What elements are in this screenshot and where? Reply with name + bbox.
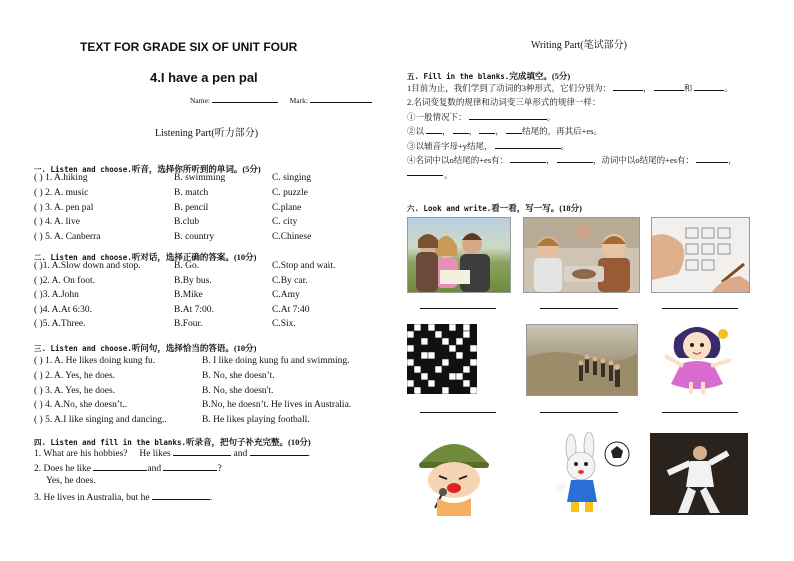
blank-5-1c[interactable] (694, 81, 724, 91)
section-1-heading: 一. Listen and choose.听音，选择你所听到的单词。(5分) (34, 164, 261, 174)
crossword-black-cell (456, 331, 463, 338)
sec1_rows-row (34, 188, 384, 200)
answer-line-2[interactable] (540, 308, 618, 309)
blank-5-c4c[interactable] (696, 153, 728, 163)
crossword-black-cell (407, 324, 414, 331)
hiking-group-illustration (527, 325, 637, 395)
question-option-a: ( ) 4. A.No, she doesn’t.. (34, 400, 128, 411)
crossword-black-cell (435, 352, 442, 359)
sec3_rows-row (34, 356, 384, 368)
crossword-grid (407, 324, 477, 394)
crossword-white-cell (414, 366, 421, 373)
section-5-heading: 五. Fill in the blanks.完成填空。(5分) (407, 71, 571, 81)
dancing-girl-illustration (655, 320, 739, 396)
crossword-black-cell (470, 324, 477, 331)
crossword-black-cell (407, 338, 414, 345)
answer-line-5[interactable] (540, 412, 618, 413)
blank-5-c2b[interactable] (453, 124, 469, 134)
question-option-a: ( )1. A.Slow down and stop. (34, 261, 141, 271)
sec3_rows-row (34, 386, 384, 398)
crossword-black-cell (456, 324, 463, 331)
option-b: B. No, she doesn’t. (202, 370, 275, 381)
crossword-white-cell (421, 373, 428, 380)
crossword-black-cell (470, 352, 477, 359)
question-option-a: ( ) 3. A. pen pal (34, 202, 94, 213)
blank-5-c4b[interactable] (557, 153, 593, 163)
sec2_rows-row (34, 319, 384, 331)
option-b: B.Four. (174, 319, 203, 330)
sec2_rows-row (34, 261, 384, 273)
crossword-white-cell (442, 359, 449, 366)
option-b: B. I like doing kung fu and swimming. (202, 356, 350, 366)
kung-fu-master-photo (650, 433, 748, 515)
option-c: C.Amy (272, 290, 300, 301)
crossword-black-cell (421, 324, 428, 331)
option-b: B.At 7:00. (174, 304, 214, 315)
sec1_rows-row (34, 232, 384, 244)
crossword-black-cell (421, 380, 428, 387)
crossword-black-cell (435, 338, 442, 345)
question-option-a: ( ) 5. A. Canberra (34, 232, 101, 243)
lesson-title: 4.I have a pen pal (150, 70, 258, 85)
crossword-black-cell (470, 331, 477, 338)
option-b: B. He likes playing football. (202, 415, 310, 426)
blank-5-c1[interactable] (469, 110, 547, 120)
crossword-black-cell (414, 359, 421, 366)
option-c: C.By car. (272, 275, 308, 286)
crossword-black-cell (449, 338, 456, 345)
sec3_rows-row (34, 400, 384, 412)
boys-cooking-photo (523, 217, 640, 293)
crossword-white-cell (407, 345, 414, 352)
question-option-a: ( ) 4. A. live (34, 217, 80, 228)
option-b: B. match (174, 187, 209, 198)
blank-5-1b[interactable] (654, 81, 684, 91)
crossword-black-cell (414, 345, 421, 352)
crossword-black-cell (470, 380, 477, 387)
sec5-case-4: ④名词中以o结尾的+es有： ， ，动词中以o结尾的+es有： ， (407, 155, 737, 165)
answer-line-1[interactable] (420, 308, 496, 309)
question-option-a: ( ) 1. A. He likes doing kung fu. (34, 356, 156, 366)
crossword-black-cell (449, 387, 456, 394)
crossword-black-cell (435, 387, 442, 394)
crossword-black-cell (449, 380, 456, 387)
crossword-black-cell (407, 352, 414, 359)
crossword-black-cell (421, 359, 428, 366)
crossword-white-cell (442, 338, 449, 345)
blank-1a[interactable] (173, 446, 231, 456)
crossword-white-cell (435, 331, 442, 338)
crossword-black-cell (470, 373, 477, 380)
crossword-black-cell (428, 331, 435, 338)
crossword-white-cell (407, 359, 414, 366)
crossword-black-cell (442, 373, 449, 380)
crossword-black-cell (442, 380, 449, 387)
football-rabbit-illustration (549, 432, 633, 516)
crossword-black-cell (428, 387, 435, 394)
crossword-white-cell (414, 324, 421, 331)
blank-5-c2d[interactable] (506, 124, 522, 134)
option-c: C. puzzle (272, 187, 308, 198)
blank-5-c4a[interactable] (510, 153, 546, 163)
crossword-black-cell (463, 345, 470, 352)
writing-heading: Writing Part(笔试部分) (531, 40, 627, 51)
blank-5-c2a[interactable] (426, 124, 442, 134)
section-3-heading: 三. Listen and choose.听问句，选择恰当的答语。(10分) (34, 343, 257, 353)
crossword-white-cell (449, 324, 456, 331)
name-field[interactable] (212, 95, 278, 103)
crossword-white-cell (407, 380, 414, 387)
crossword-black-cell (421, 366, 428, 373)
crossword-white-cell (463, 380, 470, 387)
crossword-white-cell (449, 345, 456, 352)
answer-line-6[interactable] (662, 412, 738, 413)
option-c: C.plane (272, 202, 302, 213)
option-c: C. city (272, 217, 298, 228)
crossword-white-cell (456, 352, 463, 359)
mark-field[interactable] (310, 95, 372, 103)
crossword-black-cell (442, 352, 449, 359)
singing-boy-illustration (407, 432, 501, 516)
crossword-black-cell (456, 380, 463, 387)
question-option-a: ( ) 3. A. Yes, he does. (34, 385, 116, 396)
listening-heading: Listening Part(听力部分) (155, 128, 259, 139)
crossword-black-cell (463, 352, 470, 359)
crossword-white-cell (421, 338, 428, 345)
crossword-white-cell (421, 352, 428, 359)
crossword-white-cell (428, 324, 435, 331)
crossword-black-cell (435, 324, 442, 331)
blank-1b[interactable] (250, 446, 308, 456)
hiking-group-photo (526, 324, 638, 396)
blank-5-c4d[interactable] (407, 168, 443, 176)
sec2_rows-row (34, 290, 384, 302)
crossword-black-cell (449, 331, 456, 338)
sec1_rows-row (34, 173, 384, 185)
crossword-black-cell (428, 345, 435, 352)
crossword-black-cell (442, 366, 449, 373)
blank-2b[interactable] (163, 461, 217, 471)
crossword-black-cell (428, 338, 435, 345)
fill-line-3: 3. He lives in Australia, but he . (34, 490, 212, 503)
crossword-black-cell (435, 373, 442, 380)
option-b: B. pencil (174, 202, 209, 213)
crossword-black-cell (435, 345, 442, 352)
blank-5-c2c[interactable] (479, 124, 495, 134)
crossword-black-cell (414, 352, 421, 359)
crossword-black-cell (449, 366, 456, 373)
sec5-case-3: ③以辅音字母+y结尾， 。 (407, 141, 570, 151)
blank-2a[interactable] (93, 461, 147, 471)
question-option-a: ( ) 1. A.hiking (34, 173, 88, 183)
cartoon-football-rabbit (549, 432, 633, 516)
sec2_rows-row (34, 276, 384, 288)
option-b: B. Go. (174, 261, 200, 271)
writing-hand-illustration (652, 218, 749, 292)
question-option-a: ( )5. A.Three. (34, 319, 86, 330)
writing-hand-photo (651, 217, 750, 293)
crossword-black-cell (428, 366, 435, 373)
crossword-white-cell (428, 352, 435, 359)
option-b: B. No, she doesn't. (202, 385, 274, 396)
option-c: C.Chinese (272, 232, 312, 243)
crossword-black-cell (414, 338, 421, 345)
question-option-a: ( )3. A.John (34, 290, 79, 301)
crossword-white-cell (456, 338, 463, 345)
name-label: Name: (190, 96, 210, 105)
question-option-a: ( )2. A. On foot. (34, 275, 95, 286)
crossword-white-cell (442, 387, 449, 394)
crossword-black-cell (414, 380, 421, 387)
cartoon-singing-boy (407, 432, 501, 516)
crossword-black-cell (428, 359, 435, 366)
sec2_rows-row (34, 305, 384, 317)
option-b: B.club (174, 217, 200, 228)
question-option-a: ( )4. A.At 6:30. (34, 304, 93, 315)
crossword-black-cell (449, 359, 456, 366)
crossword-black-cell (421, 387, 428, 394)
crossword-puzzle-image (407, 324, 477, 394)
crossword-black-cell (463, 373, 470, 380)
crossword-black-cell (442, 331, 449, 338)
crossword-white-cell (435, 366, 442, 373)
sec3_rows-row (34, 371, 384, 383)
option-b: B. country (174, 232, 215, 243)
crossword-white-cell (463, 324, 470, 331)
fill-line-2: 2. Does he like and ? (34, 461, 222, 474)
family-reading-illustration (408, 218, 510, 292)
option-c: C.Stop and wait. (272, 261, 336, 271)
sec3_rows-row (34, 415, 384, 427)
blank-5-1a[interactable] (613, 81, 643, 91)
crossword-black-cell (456, 387, 463, 394)
question-option-a: ( ) 2. A. Yes, he does. (34, 370, 116, 381)
sec5-line-2: 2.名词变复数的规律和动词变三单形式的规律一样： (407, 97, 601, 107)
crossword-white-cell (470, 387, 477, 394)
sec5-line-1: 1目前为止，我们学到了动词的3种形式，它们分别为： ， 和 。 (407, 83, 733, 93)
crossword-white-cell (470, 345, 477, 352)
crossword-white-cell (428, 380, 435, 387)
sec5-dot: 。 (444, 170, 453, 180)
crossword-black-cell (456, 366, 463, 373)
sec1_rows-row (34, 217, 384, 229)
option-c: C.At 7:40 (272, 304, 310, 315)
crossword-black-cell (421, 345, 428, 352)
section-2-heading: 二. Listen and choose.听对话，选择正确的答案。(10分) (34, 252, 257, 262)
option-b: B.By bus. (174, 275, 212, 286)
crossword-white-cell (470, 359, 477, 366)
section-4-heading: 四. Listen and fill in the blanks.听录音，把句子补充完整。(10分) (34, 437, 311, 447)
blank-3a[interactable] (152, 490, 210, 500)
crossword-white-cell (414, 387, 421, 394)
crossword-white-cell (463, 366, 470, 373)
crossword-black-cell (435, 359, 442, 366)
crossword-black-cell (463, 338, 470, 345)
crossword-black-cell (442, 324, 449, 331)
crossword-black-cell (407, 387, 414, 394)
crossword-black-cell (463, 387, 470, 394)
name-mark-row (190, 95, 372, 105)
section-6-heading: 六. Look and write.看一看，写一写。(18分) (407, 203, 582, 213)
crossword-white-cell (463, 331, 470, 338)
crossword-black-cell (435, 380, 442, 387)
crossword-white-cell (456, 373, 463, 380)
crossword-black-cell (449, 352, 456, 359)
option-c: C.Six. (272, 319, 296, 330)
family-reading-photo (407, 217, 511, 293)
crossword-black-cell (470, 366, 477, 373)
crossword-black-cell (407, 366, 414, 373)
answer-line-4[interactable] (420, 412, 496, 413)
sec1_rows-row (34, 203, 384, 215)
option-b: B. swimming (174, 173, 226, 183)
mark-label: Mark: (289, 96, 308, 105)
page-title: TEXT FOR GRADE SIX OF UNIT FOUR (80, 40, 298, 54)
fill-line-1: 1. What are his hobbies? He likes and . (34, 446, 310, 459)
crossword-black-cell (407, 373, 414, 380)
crossword-black-cell (414, 373, 421, 380)
crossword-white-cell (449, 373, 456, 380)
option-b: B.Mike (174, 290, 203, 301)
question-option-a: ( ) 5. A.I like singing and dancing.. (34, 415, 167, 426)
crossword-black-cell (428, 373, 435, 380)
boys-cooking-illustration (524, 218, 639, 292)
question-option-a: ( ) 2. A. music (34, 187, 89, 198)
crossword-black-cell (456, 345, 463, 352)
option-b: B.No, he doesn’t. He lives in Australia. (202, 400, 352, 411)
sec5-case-2: ②以 ， ， ， 结尾的，再其后+es。 (407, 126, 602, 136)
crossword-black-cell (414, 331, 421, 338)
sec5-case-1: ①一般情况下： 。 (407, 112, 556, 122)
answer-line-3[interactable] (662, 308, 738, 309)
crossword-black-cell (470, 338, 477, 345)
cartoon-dancing-girl (655, 320, 739, 396)
crossword-black-cell (442, 345, 449, 352)
crossword-black-cell (456, 359, 463, 366)
crossword-white-cell (407, 331, 414, 338)
kung-fu-illustration (650, 433, 748, 515)
crossword-black-cell (463, 359, 470, 366)
blank-5-c3[interactable] (495, 139, 561, 149)
crossword-black-cell (421, 331, 428, 338)
fill-line-2-answer: Yes, he does. (46, 476, 96, 486)
option-c: C. singing (272, 173, 312, 183)
